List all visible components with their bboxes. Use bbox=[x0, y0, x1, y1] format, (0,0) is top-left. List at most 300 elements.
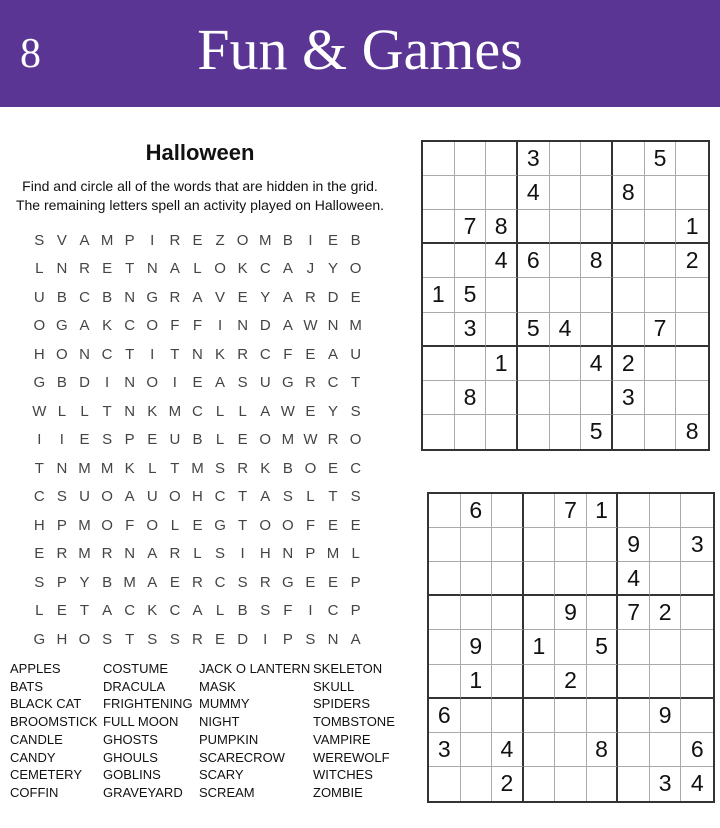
sudoku-given-cell[interactable]: 9 bbox=[650, 699, 682, 733]
word-search-letter[interactable]: R bbox=[169, 288, 181, 306]
word-search-letter[interactable]: F bbox=[125, 516, 135, 534]
sudoku-given-cell[interactable]: 6 bbox=[518, 244, 550, 278]
sudoku-empty-cell[interactable] bbox=[681, 665, 713, 699]
word-search-letter[interactable]: C bbox=[214, 573, 226, 591]
word-search-letter[interactable]: S bbox=[350, 488, 361, 506]
word-search-letter[interactable]: E bbox=[305, 402, 316, 420]
sudoku-empty-cell[interactable] bbox=[455, 176, 487, 210]
sudoku-empty-cell[interactable] bbox=[676, 176, 708, 210]
sudoku-empty-cell[interactable] bbox=[581, 142, 613, 176]
word-search-letter[interactable]: B bbox=[192, 431, 203, 449]
sudoku-empty-cell[interactable] bbox=[461, 733, 493, 767]
word-search-letter[interactable]: C bbox=[33, 488, 45, 506]
word-search-letter[interactable]: O bbox=[214, 260, 226, 278]
word-search-letter[interactable]: P bbox=[124, 431, 135, 449]
sudoku-empty-cell[interactable] bbox=[423, 176, 455, 210]
word-search-letter[interactable]: R bbox=[237, 459, 249, 477]
sudoku-empty-cell[interactable] bbox=[676, 381, 708, 415]
word-search-letter[interactable]: K bbox=[102, 317, 113, 335]
word-search-letter[interactable]: A bbox=[192, 602, 203, 620]
sudoku-empty-cell[interactable] bbox=[423, 415, 455, 449]
sudoku-empty-cell[interactable] bbox=[650, 630, 682, 664]
sudoku-empty-cell[interactable] bbox=[429, 767, 461, 801]
sudoku-given-cell[interactable]: 2 bbox=[650, 596, 682, 630]
sudoku-empty-cell[interactable] bbox=[524, 562, 556, 596]
sudoku-given-cell[interactable]: 6 bbox=[681, 733, 713, 767]
sudoku-empty-cell[interactable] bbox=[550, 142, 582, 176]
word-search-letter[interactable]: H bbox=[192, 488, 203, 506]
sudoku-empty-cell[interactable] bbox=[587, 767, 619, 801]
word-search-letter[interactable]: H bbox=[33, 516, 45, 534]
sudoku-given-cell[interactable]: 1 bbox=[461, 665, 493, 699]
sudoku-given-cell[interactable]: 4 bbox=[618, 562, 650, 596]
sudoku-empty-cell[interactable] bbox=[550, 244, 582, 278]
sudoku-given-cell[interactable]: 4 bbox=[690, 770, 704, 797]
word-search-letter[interactable]: W bbox=[303, 431, 318, 449]
word-search-letter[interactable]: N bbox=[79, 345, 90, 363]
word-search-letter[interactable]: M bbox=[78, 459, 91, 477]
word-search-letter[interactable]: P bbox=[282, 630, 293, 648]
word-search-letter[interactable]: O bbox=[259, 431, 272, 449]
word-search-letter[interactable]: L bbox=[35, 602, 44, 620]
word-search-letter[interactable]: O bbox=[349, 431, 362, 449]
sudoku-empty-cell[interactable] bbox=[518, 347, 550, 381]
word-search-letter[interactable]: N bbox=[56, 459, 68, 477]
word-search-letter[interactable]: C bbox=[350, 459, 362, 477]
word-search-letter[interactable]: I bbox=[217, 317, 223, 335]
word-search-letter[interactable]: K bbox=[147, 402, 158, 420]
sudoku-empty-cell[interactable] bbox=[613, 244, 645, 278]
sudoku-empty-cell[interactable] bbox=[524, 699, 556, 733]
sudoku-given-cell[interactable]: 4 bbox=[492, 733, 524, 767]
word-search-letter[interactable]: L bbox=[351, 545, 360, 563]
word-search-letter[interactable]: V bbox=[56, 231, 67, 249]
sudoku-given-cell[interactable]: 8 bbox=[587, 733, 619, 767]
sudoku-empty-cell[interactable] bbox=[581, 176, 613, 210]
word-search-letter[interactable]: G bbox=[33, 374, 46, 392]
sudoku-given-cell[interactable]: 9 bbox=[461, 630, 493, 664]
word-search-letter[interactable]: B bbox=[102, 288, 113, 306]
word-search-letter[interactable]: R bbox=[305, 374, 316, 392]
sudoku-empty-cell[interactable] bbox=[486, 415, 518, 449]
sudoku-given-cell[interactable]: 4 bbox=[550, 313, 582, 347]
word-search-letter[interactable]: K bbox=[237, 260, 248, 278]
sudoku-empty-cell[interactable] bbox=[423, 244, 455, 278]
sudoku-given-cell[interactable]: 3 bbox=[455, 313, 487, 347]
word-search-letter[interactable]: P bbox=[305, 545, 316, 563]
sudoku-empty-cell[interactable] bbox=[676, 142, 708, 176]
word-search-letter[interactable]: N bbox=[124, 374, 136, 392]
word-search-letter[interactable]: N bbox=[327, 317, 339, 335]
word-search-letter[interactable]: F bbox=[192, 317, 203, 335]
word-search-letter[interactable]: A bbox=[147, 545, 158, 563]
sudoku-empty-cell[interactable] bbox=[524, 767, 556, 801]
word-search-letter[interactable]: S bbox=[305, 630, 316, 648]
word-search-letter[interactable]: D bbox=[79, 374, 90, 392]
sudoku-empty-cell[interactable] bbox=[676, 347, 708, 381]
sudoku-empty-cell[interactable] bbox=[492, 630, 524, 664]
sudoku-given-cell[interactable]: 4 bbox=[518, 176, 550, 210]
word-search-letter[interactable]: B bbox=[102, 573, 113, 591]
sudoku-empty-cell[interactable] bbox=[492, 562, 524, 596]
sudoku-empty-cell[interactable] bbox=[423, 210, 455, 244]
word-search-letter[interactable]: A bbox=[260, 402, 271, 420]
word-search-letter[interactable]: M bbox=[326, 545, 340, 563]
word-search-letter[interactable]: D bbox=[327, 288, 339, 306]
sudoku-empty-cell[interactable] bbox=[645, 415, 677, 449]
sudoku-given-cell[interactable]: 4 bbox=[486, 244, 518, 278]
word-search-letter[interactable]: C bbox=[169, 602, 181, 620]
word-search-letter[interactable]: A bbox=[260, 488, 271, 506]
word-search-letter[interactable]: I bbox=[59, 431, 64, 449]
word-search-letter[interactable]: F bbox=[283, 345, 293, 363]
word-search-letter[interactable]: T bbox=[170, 345, 180, 363]
sudoku-empty-cell[interactable] bbox=[486, 142, 518, 176]
sudoku-given-cell[interactable]: 5 bbox=[645, 142, 677, 176]
sudoku-empty-cell[interactable] bbox=[613, 415, 645, 449]
sudoku-puzzle-1[interactable] bbox=[421, 140, 710, 451]
sudoku-empty-cell[interactable] bbox=[429, 596, 461, 630]
word-search-letter[interactable]: O bbox=[146, 516, 159, 534]
sudoku-given-cell[interactable]: 5 bbox=[455, 278, 487, 312]
word-search-letter[interactable]: W bbox=[32, 402, 47, 420]
word-search-letter[interactable]: O bbox=[33, 317, 46, 335]
word-search-letter[interactable]: U bbox=[169, 431, 181, 449]
sudoku-empty-cell[interactable] bbox=[461, 562, 493, 596]
sudoku-empty-cell[interactable] bbox=[524, 665, 556, 699]
sudoku-empty-cell[interactable] bbox=[492, 494, 524, 528]
word-search-letter[interactable]: I bbox=[37, 431, 42, 449]
sudoku-given-cell[interactable]: 3 bbox=[613, 381, 645, 415]
sudoku-given-cell[interactable]: 2 bbox=[676, 244, 708, 278]
word-search-letter[interactable]: I bbox=[263, 630, 268, 648]
sudoku-given-cell[interactable]: 3 bbox=[650, 767, 682, 801]
word-search-letter[interactable]: E bbox=[215, 630, 226, 648]
word-search-letter[interactable]: I bbox=[150, 231, 155, 249]
word-search-letter[interactable]: I bbox=[172, 374, 177, 392]
word-search-letter[interactable]: M bbox=[168, 402, 182, 420]
word-search-letter[interactable]: O bbox=[259, 516, 272, 534]
word-search-letter[interactable]: O bbox=[101, 516, 113, 534]
sudoku-given-cell[interactable]: 4 bbox=[581, 347, 613, 381]
sudoku-empty-cell[interactable] bbox=[681, 699, 713, 733]
word-search-letter[interactable]: V bbox=[215, 288, 226, 306]
sudoku-empty-cell[interactable] bbox=[555, 699, 587, 733]
sudoku-empty-cell[interactable] bbox=[650, 494, 682, 528]
word-search-letter[interactable]: S bbox=[147, 630, 158, 648]
word-search-letter[interactable]: A bbox=[169, 260, 180, 278]
sudoku-given-cell[interactable]: 8 bbox=[455, 381, 487, 415]
sudoku-empty-cell[interactable] bbox=[550, 210, 582, 244]
sudoku-empty-cell[interactable] bbox=[550, 278, 582, 312]
word-search-letter[interactable]: P bbox=[124, 231, 135, 249]
word-search-letter[interactable]: S bbox=[350, 402, 361, 420]
word-search-letter[interactable]: M bbox=[191, 459, 204, 477]
sudoku-given-cell[interactable]: 5 bbox=[581, 415, 613, 449]
word-search-letter[interactable]: C bbox=[79, 288, 90, 306]
word-search-letter[interactable]: P bbox=[350, 602, 361, 620]
sudoku-empty-cell[interactable] bbox=[555, 733, 587, 767]
word-search-letter[interactable]: H bbox=[259, 545, 271, 563]
word-search-letter[interactable]: U bbox=[79, 488, 90, 506]
word-search-letter[interactable]: O bbox=[101, 488, 113, 506]
sudoku-empty-cell[interactable] bbox=[524, 596, 556, 630]
sudoku-empty-cell[interactable] bbox=[550, 381, 582, 415]
word-search-letter[interactable]: L bbox=[35, 260, 44, 278]
sudoku-empty-cell[interactable] bbox=[455, 415, 487, 449]
word-search-letter[interactable]: O bbox=[56, 345, 68, 363]
word-search-letter[interactable]: A bbox=[124, 488, 135, 506]
word-search-letter[interactable]: A bbox=[215, 374, 226, 392]
word-search-letter[interactable]: S bbox=[237, 374, 248, 392]
word-search-letter[interactable]: E bbox=[34, 545, 45, 563]
word-search-letter[interactable]: L bbox=[193, 260, 202, 278]
sudoku-empty-cell[interactable] bbox=[455, 244, 487, 278]
word-search-letter[interactable]: Y bbox=[328, 402, 339, 420]
word-search-letter[interactable]: R bbox=[237, 345, 249, 363]
word-search-letter[interactable]: N bbox=[124, 545, 136, 563]
sudoku-empty-cell[interactable] bbox=[555, 630, 587, 664]
word-search-letter[interactable]: E bbox=[328, 459, 339, 477]
sudoku-empty-cell[interactable] bbox=[587, 562, 619, 596]
word-search-letter[interactable]: G bbox=[33, 630, 46, 648]
sudoku-empty-cell[interactable] bbox=[650, 733, 682, 767]
word-search-letter[interactable]: M bbox=[123, 573, 136, 591]
word-search-letter[interactable]: L bbox=[306, 488, 315, 506]
word-search-letter[interactable]: B bbox=[237, 602, 248, 620]
word-search-letter[interactable]: M bbox=[100, 459, 114, 477]
word-search-letter[interactable]: A bbox=[192, 288, 203, 306]
sudoku-given-cell[interactable]: 5 bbox=[518, 313, 550, 347]
word-search-letter[interactable]: A bbox=[79, 231, 90, 249]
word-search-letter[interactable]: Y bbox=[79, 573, 90, 591]
word-search-letter[interactable]: C bbox=[214, 488, 226, 506]
sudoku-empty-cell[interactable] bbox=[555, 767, 587, 801]
word-search-letter[interactable]: O bbox=[236, 231, 249, 249]
word-search-letter[interactable]: T bbox=[351, 374, 361, 392]
sudoku-empty-cell[interactable] bbox=[429, 528, 461, 562]
word-search-letter[interactable]: I bbox=[104, 374, 110, 392]
word-search-letter[interactable]: A bbox=[328, 345, 339, 363]
word-search-letter[interactable]: Z bbox=[215, 231, 225, 249]
sudoku-empty-cell[interactable] bbox=[587, 596, 619, 630]
sudoku-empty-cell[interactable] bbox=[455, 142, 487, 176]
word-search-letter[interactable]: W bbox=[303, 317, 318, 335]
word-search-letter[interactable]: H bbox=[56, 630, 68, 648]
word-search-letter[interactable]: A bbox=[147, 573, 158, 591]
word-search-letter[interactable]: C bbox=[327, 602, 339, 620]
word-search-letter[interactable]: L bbox=[148, 459, 157, 477]
sudoku-empty-cell[interactable] bbox=[618, 494, 650, 528]
sudoku-given-cell[interactable]: 3 bbox=[518, 142, 550, 176]
word-search-letter[interactable]: R bbox=[192, 573, 203, 591]
sudoku-given-cell[interactable]: 7 bbox=[618, 596, 650, 630]
word-search-letter[interactable]: E bbox=[350, 288, 361, 306]
word-search-letter[interactable]: K bbox=[260, 459, 271, 477]
word-search-letter[interactable]: P bbox=[56, 573, 67, 591]
sudoku-empty-cell[interactable] bbox=[613, 210, 645, 244]
word-search-letter[interactable]: I bbox=[150, 345, 155, 363]
sudoku-empty-cell[interactable] bbox=[423, 381, 455, 415]
word-search-letter[interactable]: T bbox=[79, 602, 90, 620]
sudoku-given-cell[interactable]: 7 bbox=[645, 313, 677, 347]
word-search-letter[interactable]: N bbox=[237, 317, 249, 335]
sudoku-empty-cell[interactable] bbox=[518, 210, 550, 244]
sudoku-empty-cell[interactable] bbox=[581, 210, 613, 244]
sudoku-given-cell[interactable]: 7 bbox=[555, 494, 587, 528]
word-search-letter[interactable]: S bbox=[282, 488, 293, 506]
sudoku-empty-cell[interactable] bbox=[524, 494, 556, 528]
sudoku-empty-cell[interactable] bbox=[486, 176, 518, 210]
sudoku-empty-cell[interactable] bbox=[645, 347, 677, 381]
word-search-letter[interactable]: G bbox=[56, 317, 68, 335]
word-search-letter[interactable]: T bbox=[238, 488, 248, 506]
sudoku-empty-cell[interactable] bbox=[429, 494, 461, 528]
word-search-letter[interactable]: N bbox=[192, 345, 203, 363]
word-search-letter[interactable]: L bbox=[215, 431, 225, 449]
sudoku-given-cell[interactable]: 6 bbox=[461, 494, 493, 528]
word-search-letter[interactable]: O bbox=[78, 630, 91, 648]
word-search-letter[interactable]: E bbox=[328, 516, 339, 534]
sudoku-empty-cell[interactable] bbox=[486, 278, 518, 312]
sudoku-empty-cell[interactable] bbox=[555, 562, 587, 596]
sudoku-empty-cell[interactable] bbox=[618, 699, 650, 733]
sudoku-empty-cell[interactable] bbox=[581, 278, 613, 312]
sudoku-empty-cell[interactable] bbox=[581, 381, 613, 415]
sudoku-given-cell[interactable]: 5 bbox=[587, 630, 619, 664]
word-search-letter[interactable]: O bbox=[304, 459, 317, 477]
word-search-letter[interactable]: I bbox=[308, 602, 313, 620]
word-search-letter[interactable]: K bbox=[215, 345, 226, 363]
word-search-letter[interactable]: S bbox=[215, 459, 226, 477]
sudoku-empty-cell[interactable] bbox=[681, 596, 713, 630]
sudoku-empty-cell[interactable] bbox=[423, 313, 455, 347]
word-search-letter[interactable]: A bbox=[282, 260, 293, 278]
sudoku-empty-cell[interactable] bbox=[518, 415, 550, 449]
word-search-letter[interactable]: M bbox=[100, 231, 114, 249]
word-search-letter[interactable]: E bbox=[147, 431, 158, 449]
word-search-letter[interactable]: O bbox=[169, 488, 181, 506]
word-search-letter[interactable]: R bbox=[192, 630, 203, 648]
word-search-letter[interactable]: G bbox=[146, 288, 159, 306]
word-search-letter[interactable]: E bbox=[192, 516, 203, 534]
sudoku-empty-cell[interactable] bbox=[581, 313, 613, 347]
word-search-letter[interactable]: P bbox=[56, 516, 67, 534]
sudoku-empty-cell[interactable] bbox=[618, 630, 650, 664]
sudoku-empty-cell[interactable] bbox=[492, 528, 524, 562]
word-search-letter[interactable]: M bbox=[258, 231, 272, 249]
sudoku-empty-cell[interactable] bbox=[587, 665, 619, 699]
sudoku-given-cell[interactable]: 1 bbox=[486, 347, 518, 381]
word-search-letter[interactable]: F bbox=[283, 602, 293, 620]
word-search-letter[interactable]: A bbox=[350, 630, 361, 648]
sudoku-empty-cell[interactable] bbox=[587, 528, 619, 562]
sudoku-empty-cell[interactable] bbox=[650, 528, 682, 562]
word-search-letter[interactable]: T bbox=[125, 630, 135, 648]
sudoku-empty-cell[interactable] bbox=[518, 278, 550, 312]
sudoku-empty-cell[interactable] bbox=[524, 528, 556, 562]
sudoku-empty-cell[interactable] bbox=[650, 562, 682, 596]
sudoku-given-cell[interactable]: 8 bbox=[685, 418, 699, 445]
word-search-letter[interactable]: B bbox=[56, 374, 67, 392]
word-search-letter[interactable]: R bbox=[169, 231, 181, 249]
sudoku-empty-cell[interactable] bbox=[645, 210, 677, 244]
word-search-letter[interactable]: E bbox=[79, 431, 90, 449]
word-search-letter[interactable]: M bbox=[78, 545, 91, 563]
word-search-letter[interactable]: F bbox=[170, 317, 180, 335]
word-search-letter[interactable]: B bbox=[282, 231, 293, 249]
word-search-letter[interactable]: O bbox=[281, 516, 294, 534]
sudoku-empty-cell[interactable] bbox=[486, 381, 518, 415]
word-search-letter[interactable]: T bbox=[238, 516, 248, 534]
sudoku-empty-cell[interactable] bbox=[618, 767, 650, 801]
sudoku-empty-cell[interactable] bbox=[461, 528, 493, 562]
word-search-letter[interactable]: S bbox=[102, 431, 113, 449]
sudoku-empty-cell[interactable] bbox=[681, 562, 713, 596]
sudoku-empty-cell[interactable] bbox=[486, 313, 518, 347]
word-search-letter[interactable]: R bbox=[327, 431, 339, 449]
sudoku-empty-cell[interactable] bbox=[645, 278, 677, 312]
word-search-letter[interactable]: G bbox=[281, 573, 294, 591]
word-search-letter[interactable]: C bbox=[124, 317, 136, 335]
word-search-letter[interactable]: L bbox=[238, 402, 247, 420]
sudoku-empty-cell[interactable] bbox=[681, 494, 713, 528]
word-search-letter[interactable]: U bbox=[259, 374, 271, 392]
sudoku-empty-cell[interactable] bbox=[613, 142, 645, 176]
sudoku-empty-cell[interactable] bbox=[492, 699, 524, 733]
sudoku-empty-cell[interactable] bbox=[518, 381, 550, 415]
sudoku-empty-cell[interactable] bbox=[681, 630, 713, 664]
word-search-letter[interactable]: A bbox=[102, 602, 113, 620]
word-search-letter[interactable]: E bbox=[192, 231, 203, 249]
word-search-letter[interactable]: I bbox=[308, 231, 313, 249]
word-search-letter[interactable]: D bbox=[259, 317, 271, 335]
word-search-letter[interactable]: A bbox=[282, 288, 293, 306]
word-search-letter[interactable]: L bbox=[57, 402, 67, 420]
word-search-letter[interactable]: S bbox=[169, 630, 180, 648]
sudoku-empty-cell[interactable] bbox=[555, 528, 587, 562]
word-search-letter[interactable]: K bbox=[147, 602, 158, 620]
word-search-letter[interactable]: E bbox=[169, 573, 180, 591]
word-search-letter[interactable]: O bbox=[146, 317, 159, 335]
word-search-letter[interactable]: T bbox=[34, 459, 44, 477]
word-search-letter[interactable]: N bbox=[56, 260, 68, 278]
sudoku-empty-cell[interactable] bbox=[676, 278, 708, 312]
word-search-letter[interactable]: D bbox=[237, 630, 249, 648]
word-search-letter[interactable]: E bbox=[237, 288, 248, 306]
word-search-letter[interactable]: E bbox=[305, 345, 316, 363]
word-search-letter[interactable]: C bbox=[101, 345, 113, 363]
word-search-letter[interactable]: L bbox=[193, 545, 202, 563]
word-search-letter[interactable]: R bbox=[305, 288, 316, 306]
sudoku-empty-cell[interactable] bbox=[645, 244, 677, 278]
sudoku-given-cell[interactable]: 2 bbox=[613, 347, 645, 381]
word-search-letter[interactable]: S bbox=[260, 602, 271, 620]
sudoku-empty-cell[interactable] bbox=[461, 596, 493, 630]
sudoku-empty-cell[interactable] bbox=[461, 767, 493, 801]
word-search-letter[interactable]: C bbox=[259, 345, 271, 363]
word-search-letter[interactable]: S bbox=[215, 545, 226, 563]
sudoku-given-cell[interactable]: 9 bbox=[555, 596, 587, 630]
sudoku-given-cell[interactable]: 1 bbox=[524, 630, 556, 664]
sudoku-empty-cell[interactable] bbox=[613, 278, 645, 312]
word-search-letter[interactable]: R bbox=[79, 260, 90, 278]
word-search-letter[interactable]: U bbox=[33, 288, 45, 306]
word-search-letter[interactable]: R bbox=[259, 573, 271, 591]
sudoku-empty-cell[interactable] bbox=[429, 630, 461, 664]
word-search-letter[interactable]: I bbox=[240, 545, 245, 563]
word-search-letter[interactable]: W bbox=[280, 402, 295, 420]
